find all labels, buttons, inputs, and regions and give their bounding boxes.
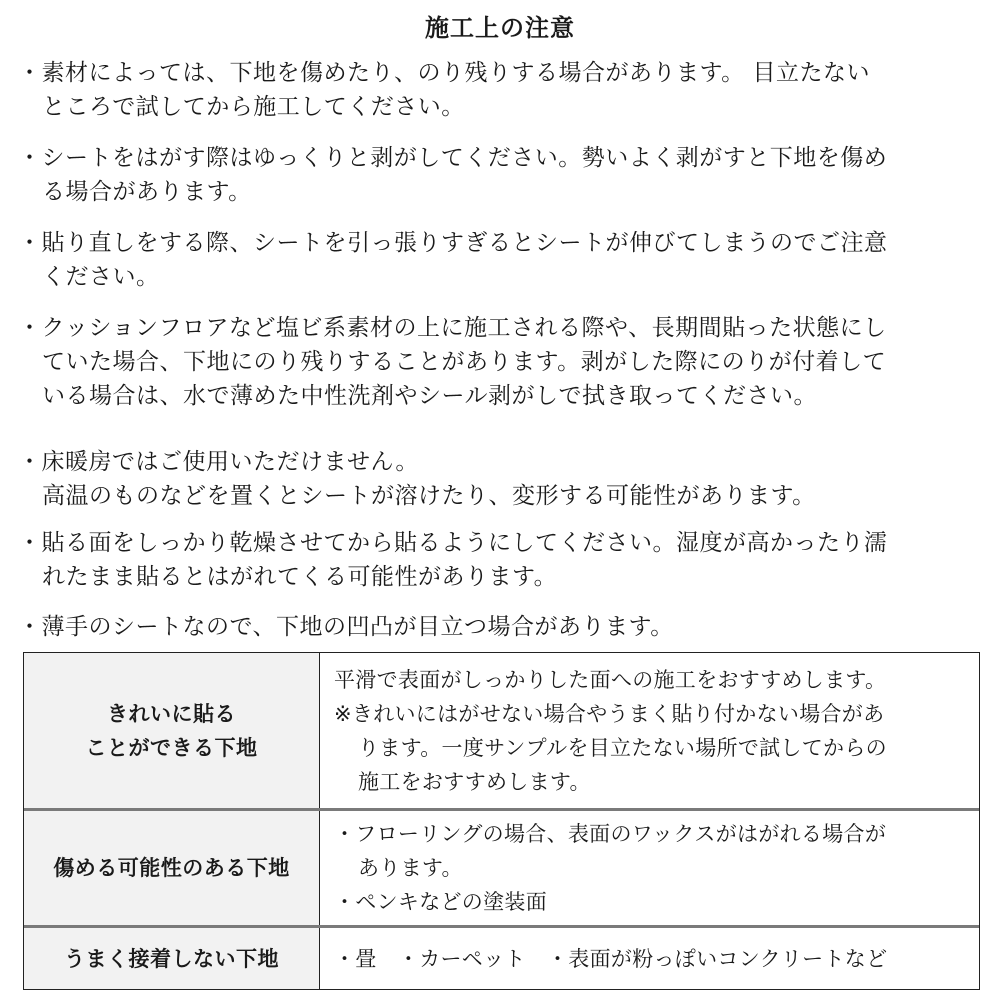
content-line: ・畳 ・カーペット ・表面が粉っぽいコンクリートなど [334,946,888,971]
content-line: ※きれいにはがせない場合やうまく貼り付かない場合があ [334,701,885,726]
note-item [18,526,983,594]
header-line: うまく接着しない下地 [64,946,279,971]
table-content-cell [320,653,979,808]
note-line: ところで試してから施工してください。 [42,94,465,120]
table-header-cell [24,928,320,989]
table-header-cell [24,653,320,808]
content-line: ・フローリングの場合、表面のワックスがはがれる場合が [334,822,887,846]
note-item [18,311,983,413]
note-line: ください。 [42,264,160,290]
note-line: ・シートをはがす際はゆっくりと剥がしてください。勢いよく剥がすと下地を傷め [18,145,888,171]
note-line: れたまま貼るとはがれてくる可能性があります。 [42,564,558,590]
note-line: ていた場合、下地にのり残りすることがあります。剥がした際にのりが付着して [42,349,887,375]
note-line: ・貼る面をしっかり乾燥させてから貼るようにしてください。湿度が高かったり濡 [18,530,888,556]
note-item [18,141,983,209]
note-item [18,445,983,513]
table-row [24,653,979,808]
note-line: る場合があります。 [42,179,252,205]
note-item [18,610,983,644]
note-line: 高温のものなどを置くとシートが溶けたり、変形する可能性があります。 [42,483,816,509]
note-line: いる場合は、水で薄めた中性洗剤やシール剥がしで拭き取ってください。 [42,383,818,409]
table-header-cell [24,811,320,925]
note-line: ・貼り直しをする際、シートを引っ張りすぎるとシートが伸びてしまうのでご注意 [18,230,888,256]
header-line: ことができる下地 [85,735,258,760]
substrate-table [23,652,980,990]
header-line: きれいに貼る [107,701,236,726]
note-line: ・素材によっては、下地を傷めたり、のり残りする場合があります。 目立たない [18,60,870,86]
note-item [18,226,983,294]
table-row [24,925,979,989]
content-line: ります。一度サンプルを目立たない場所で試してからの [358,735,887,760]
note-item [18,56,983,124]
content-line: ・ペンキなどの塗装面 [334,890,547,914]
table-content-cell [320,811,979,925]
note-line: ・薄手のシートなので、下地の凹凸が目立つ場合があります。 [18,614,674,640]
content-line: あります。 [358,856,463,880]
header-line: 傷める可能性のある下地 [53,856,290,880]
note-line: ・クッションフロアなど塩ビ系素材の上に施工される際や、長期間貼った状態にし [18,315,887,341]
content-line: 平滑で表面がしっかりした面への施工をおすすめします。 [334,667,887,692]
page-title: 施工上の注意 [425,14,575,42]
table-row [24,808,979,925]
note-line: ・床暖房ではご使用いただけません。 [18,449,419,475]
table-content-cell [320,928,979,989]
content-line: 施工をおすすめします。 [358,769,591,794]
